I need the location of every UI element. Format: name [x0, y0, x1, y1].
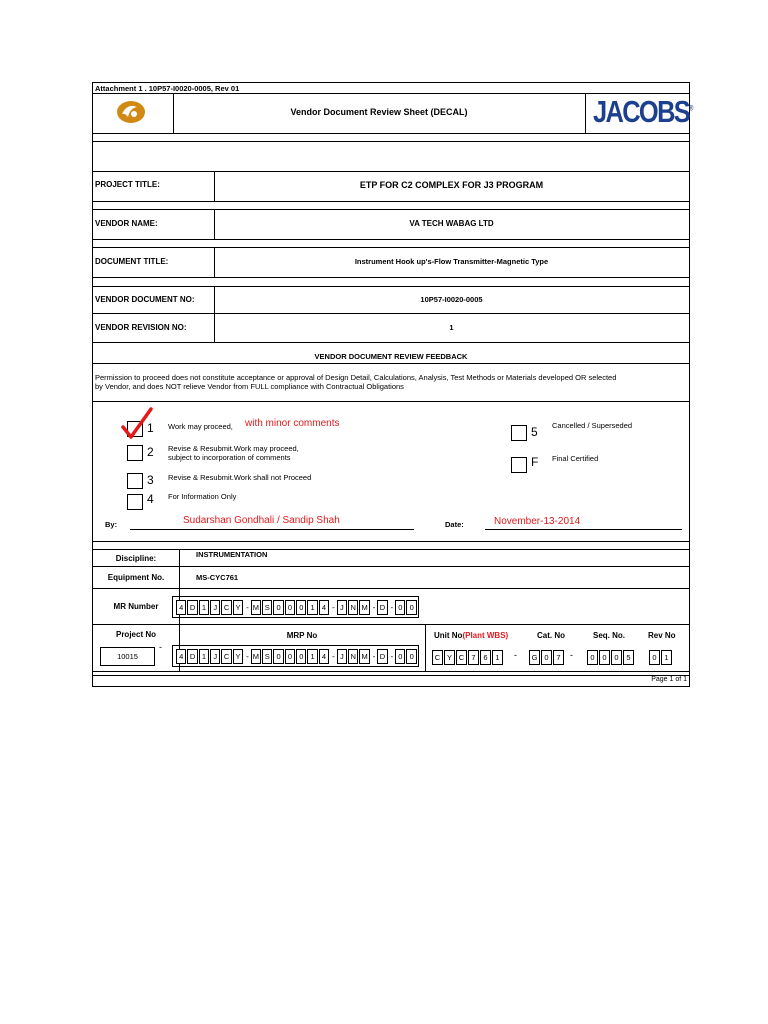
- mrp-separator: -: [390, 651, 394, 661]
- document-title-label: DOCUMENT TITLE:: [95, 257, 169, 266]
- seq-char-box: 0: [587, 650, 598, 665]
- mrp-no-label: MRP No: [286, 631, 318, 640]
- jacobs-logo: JACOBS®: [593, 94, 692, 129]
- mr-separator: -: [332, 602, 335, 612]
- rev-no-label: Rev No: [648, 631, 676, 640]
- rev-no-boxes: [649, 649, 673, 665]
- project-dash: -: [159, 642, 162, 652]
- review-sheet-form: [92, 82, 690, 687]
- attachment-reference: Attachment 1 . 10P57-I0020-0005, Rev 01: [95, 84, 240, 93]
- option-4-checkbox[interactable]: [127, 494, 143, 510]
- vendor-document-no-value: 10P57-I0020-0005: [420, 295, 483, 304]
- document-title-value: Instrument Hook up's-Flow Transmitter-Magnetic Type: [354, 257, 549, 266]
- mr-char-box: J: [210, 600, 220, 615]
- page-number: Page 1 of 1: [651, 676, 687, 683]
- mrp-char-box: 1: [199, 649, 209, 664]
- mr-char-box: N: [348, 600, 358, 615]
- review-date: November-13-2014: [494, 516, 581, 527]
- mr-char-box: C: [221, 600, 231, 615]
- mr-separator: -: [390, 602, 394, 612]
- cat-no-label: Cat. No: [537, 631, 565, 640]
- mrp-char-box: 4: [176, 649, 186, 664]
- vendor-name-value: VA TECH WABAG LTD: [409, 219, 494, 228]
- option-1-number: 1: [147, 421, 154, 435]
- option-5-checkbox[interactable]: [511, 425, 527, 441]
- mrp-no-boxes: [172, 645, 419, 667]
- vendor-revision-value: 1: [449, 323, 454, 332]
- mrp-char-box: J: [337, 649, 347, 664]
- mr-number-label: MR Number: [113, 602, 159, 611]
- project-title-label: PROJECT TITLE:: [95, 180, 160, 189]
- mr-separator: -: [246, 602, 249, 612]
- mr-char-box: 0: [406, 600, 416, 615]
- equipment-label: Equipment No.: [107, 573, 165, 582]
- option-f-checkbox[interactable]: [511, 457, 527, 473]
- mrp-char-box: M: [251, 649, 261, 664]
- mr-number-boxes: [172, 596, 419, 618]
- mr-char-box: D: [377, 600, 387, 615]
- mr-separator: -: [372, 602, 376, 612]
- unit-char-box: 1: [492, 650, 503, 665]
- mrp-char-box: M: [359, 649, 369, 664]
- option-2-text: Revise & Resubmit.Work may proceed, subject to incorporation of comments: [168, 444, 299, 462]
- handwritten-comment: with minor comments: [245, 418, 340, 429]
- mrp-char-box: N: [348, 649, 358, 664]
- feedback-disclaimer: Permission to proceed does not constitute acceptance or approval of Design Detail, Calculations, Analysis, Test Methods or Materials developed OR selected by Vendor, and does NOT relieve Vendor from FULL compliance with Contractual Obligations: [95, 373, 617, 391]
- mrp-separator: -: [246, 651, 249, 661]
- equipment-value: MS-CYC761: [196, 573, 239, 582]
- mrp-char-box: 0: [406, 649, 416, 664]
- discipline-label: Discipline:: [115, 554, 157, 563]
- unit-char-box: 7: [468, 650, 479, 665]
- unit-no-label: Unit No(Plant WBS): [434, 631, 509, 640]
- mrp-char-box: C: [221, 649, 231, 664]
- rev-char-box: 1: [661, 650, 672, 665]
- sheet-title: Vendor Document Review Sheet (DECAL): [290, 107, 468, 117]
- project-no-label: Project No: [115, 630, 156, 639]
- mr-char-box: 4: [176, 600, 186, 615]
- option-3-text: Revise & Resubmit.Work shall not Proceed: [168, 473, 312, 482]
- option-4-number: 4: [147, 492, 154, 506]
- mr-char-box: Y: [233, 600, 243, 615]
- mrp-char-box: D: [377, 649, 387, 664]
- feedback-title: VENDOR DOCUMENT REVIEW FEEDBACK: [314, 352, 468, 361]
- mrp-char-box: J: [210, 649, 220, 664]
- option-f-text: Final Certified: [552, 454, 599, 463]
- unit-no-boxes: [432, 649, 504, 665]
- mrp-char-box: S: [262, 649, 272, 664]
- discipline-value: INSTRUMENTATION: [196, 550, 268, 559]
- project-no-box: 10015: [100, 647, 155, 666]
- by-label: By:: [105, 520, 118, 529]
- mr-char-box: M: [251, 600, 261, 615]
- seq-no-label: Seq. No.: [593, 631, 626, 640]
- project-title-value: ETP FOR C2 COMPLEX FOR J3 PROGRAM: [359, 180, 544, 190]
- seq-char-box: 0: [611, 650, 622, 665]
- option-2-checkbox[interactable]: [127, 445, 143, 461]
- company-logo: [115, 99, 147, 125]
- mr-char-box: 1: [199, 600, 209, 615]
- mr-char-box: 0: [273, 600, 283, 615]
- option-4-text: For Information Only: [168, 492, 237, 501]
- reviewer-names: Sudarshan Gondhali / Sandip Shah: [183, 515, 340, 526]
- unit-char-box: Y: [444, 650, 455, 665]
- unit-char-box: 6: [480, 650, 491, 665]
- mr-char-box: D: [187, 600, 197, 615]
- mr-char-box: 4: [319, 600, 329, 615]
- mr-char-box: 1: [307, 600, 317, 615]
- seq-char-box: 0: [599, 650, 610, 665]
- vendor-revision-label: VENDOR REVISION NO:: [95, 323, 187, 332]
- mrp-separator: -: [332, 651, 335, 661]
- seq-no-boxes: [587, 649, 635, 665]
- option-1-text: Work may proceed,: [168, 422, 233, 431]
- option-3-checkbox[interactable]: [127, 473, 143, 489]
- mr-char-box: M: [359, 600, 369, 615]
- mr-char-box: J: [337, 600, 347, 615]
- option-5-number: 5: [531, 425, 538, 439]
- rev-char-box: 0: [649, 650, 660, 665]
- date-label: Date:: [445, 520, 464, 529]
- option-f-number: F: [531, 455, 539, 469]
- vendor-name-label: VENDOR NAME:: [95, 219, 158, 228]
- mrp-char-box: 0: [296, 649, 306, 664]
- mrp-char-box: Y: [233, 649, 243, 664]
- mrp-char-box: 0: [285, 649, 295, 664]
- option-5-text: Cancelled / Superseded: [552, 421, 633, 430]
- mr-char-box: 0: [395, 600, 405, 615]
- mrp-separator: -: [372, 651, 376, 661]
- unit-char-box: C: [432, 650, 443, 665]
- cat-char-box: 0: [541, 650, 552, 665]
- cat-no-boxes: [529, 649, 565, 665]
- cat-char-box: 7: [553, 650, 564, 665]
- unit-dash: -: [514, 650, 517, 660]
- cat-dash: -: [570, 650, 573, 660]
- vendor-document-no-label: VENDOR DOCUMENT NO:: [95, 295, 195, 304]
- unit-char-box: C: [456, 650, 467, 665]
- mrp-char-box: D: [187, 649, 197, 664]
- mrp-char-box: 1: [307, 649, 317, 664]
- option-3-number: 3: [147, 473, 154, 487]
- mr-char-box: 0: [296, 600, 306, 615]
- mr-char-box: S: [262, 600, 272, 615]
- mrp-char-box: 0: [395, 649, 405, 664]
- mrp-char-box: 4: [319, 649, 329, 664]
- mr-char-box: 0: [285, 600, 295, 615]
- mrp-char-box: 0: [273, 649, 283, 664]
- option-2-number: 2: [147, 445, 154, 459]
- cat-char-box: G: [529, 650, 540, 665]
- seq-char-box: 5: [623, 650, 634, 665]
